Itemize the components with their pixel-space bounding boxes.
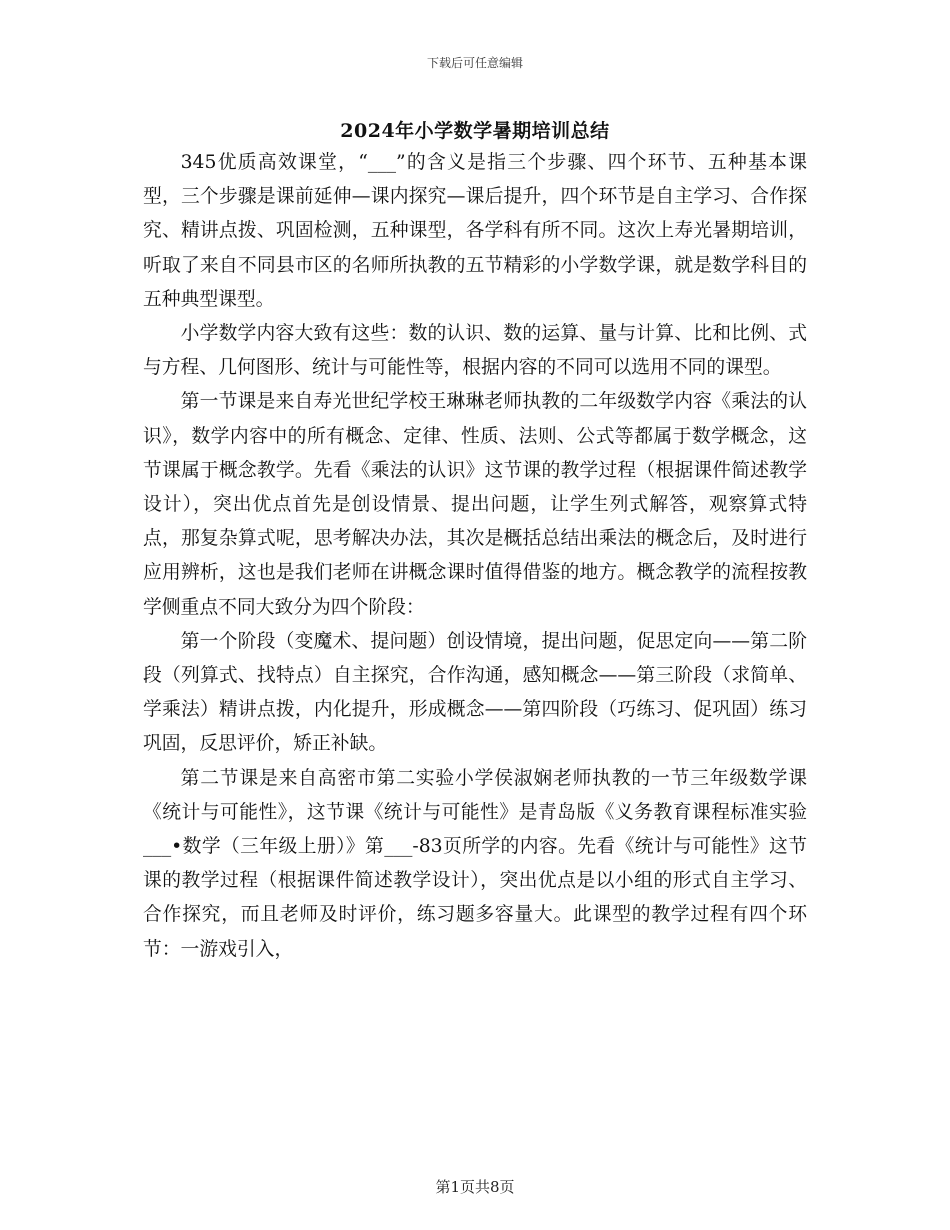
paragraph: 小学数学内容大致有这些：数的认识、数的运算、量与计算、比和比例、式与方程、几何图形、统计与可能性等，根据内容的不同可以选用不同的课型。	[143, 323, 807, 379]
document-body	[143, 146, 807, 967]
document-title: 2024年小学数学暑期培训总结	[340, 120, 610, 142]
paragraph: 第二节课是来自高密市第二实验小学侯淑娴老师执教的一节三年级数学课《统计与可能性》，这节课《统计与可能性》是青岛版《义务教育课程标准实验___•数学（三年级上册）》第___-83页所学的内容。先看《统计与可能性》这节课的教学过程（根据课件简述教学设计），突出优点是以小组的形式自主学习、合作探究，而且老师及时评价，练习题多容量大。此课型的教学过程有四个环节：一游戏引入，	[143, 767, 807, 960]
paragraph: 345优质高效课堂，“___”的含义是指三个步骤、四个环节、五种基本课型，三个步骤是课前延伸—课内探究—课后提升，四个环节是自主学习、合作探究、精讲点拨、巩固检测，五种课型，各学科有所不同。这次上寿光暑期培训，听取了来自不同县市区的名师所执教的五节精彩的小学数学课，就是数学科目的五种典型课型。	[143, 152, 807, 310]
paragraph: 第一节课是来自寿光世纪学校王琳琳老师执教的二年级数学内容《乘法的认识》，数学内容中的所有概念、定律、性质、法则、公式等都属于数学概念，这节课属于概念教学。先看《乘法的认识》这节课的教学过程（根据课件简述教学设计），突出优点首先是创设情景、提出问题，让学生列式解答，观察算式特点，那复杂算式呢，思考解决办法，其次是概括总结出乘法的概念后，及时进行应用辨析，这也是我们老师在讲概念课时值得借鉴的地方。概念教学的流程按教学侧重点不同大致分为四个阶段：	[143, 391, 807, 618]
page-footer: 第1页共8页	[435, 1178, 515, 1196]
page-header: 下载后可任意编辑	[426, 56, 523, 70]
paragraph: 第一个阶段（变魔术、提问题）创设情境，提出问题，促思定向——第二阶段（列算式、找特点）自主探究，合作沟通，感知概念——第三阶段（求简单、学乘法）精讲点拨，内化提升，形成概念——第四阶段（巧练习、促巩固）练习巩固，反思评价，矫正补缺。	[143, 630, 807, 755]
